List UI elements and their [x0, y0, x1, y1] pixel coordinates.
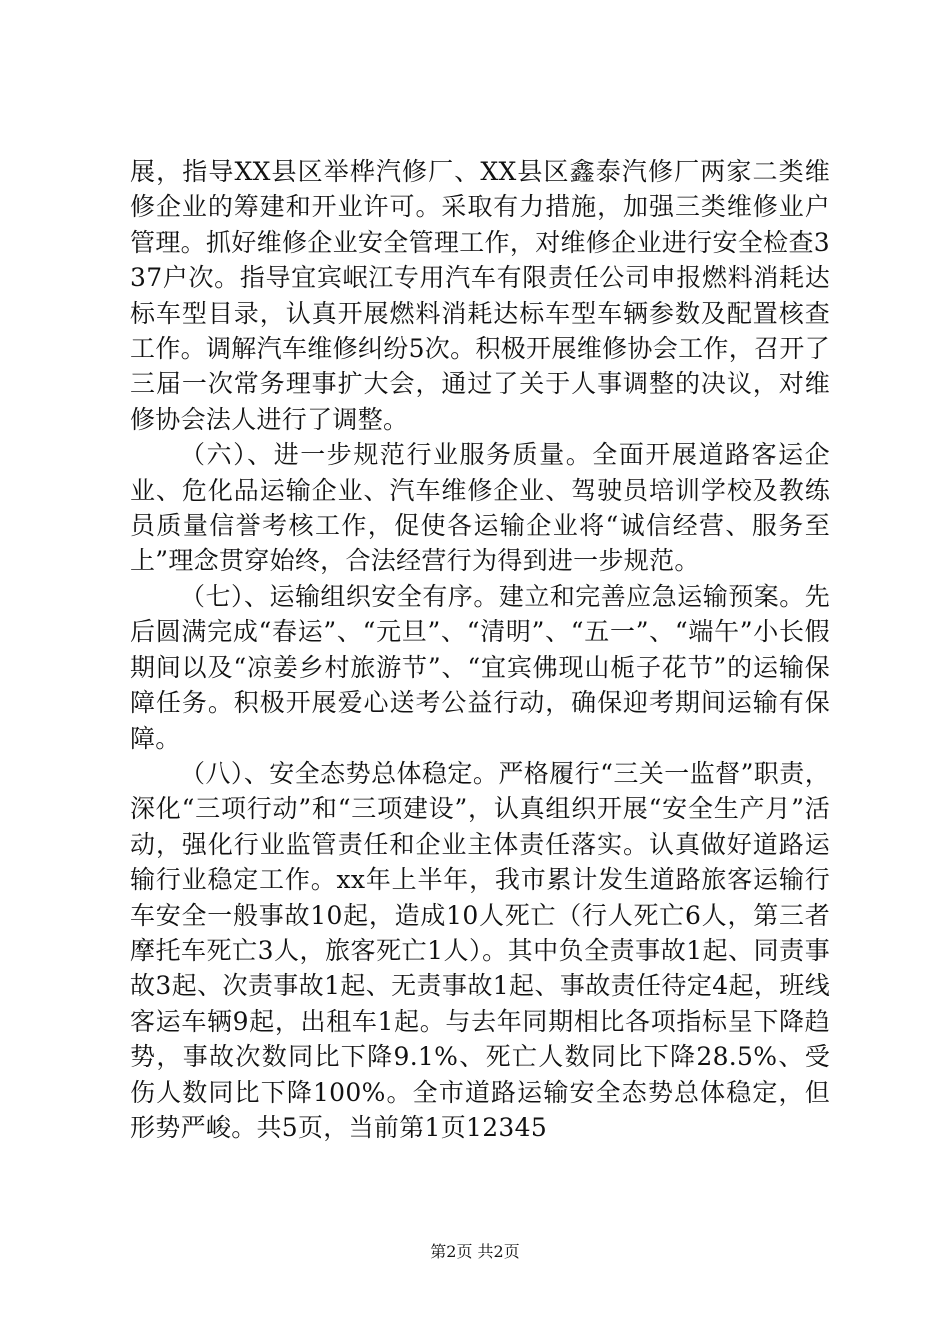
page-footer: 第2页 共2页 — [430, 1242, 520, 1261]
paragraph-safety-situation: （八）、安全态势总体稳定。严格履行“三关一监督”职责，深化“三项行动”和“三项建设”，认真组织开展“安全生产月”活动，强化行业监管责任和企业主体责任落实。认真做好道路运输行业稳定工作。xx年上半年，我市累计发生道路旅客运输行车安全一般事故10起，造成10人死亡（行人死亡6人，第三者摩托车死亡3人，旅客死亡1人）。其中负全责事故1起、同责事故3起、次责事故1起、无责事故1起、事故责任待定4起，班线客运车辆9起，出租车1起。与去年同期相比各项指标呈下降趋势，事故次数同比下降9.1%、死亡人数同比下降28.5%、受伤人数同比下降100%。全市道路运输安全态势总体稳定，但形势严峻。共5页，当前第1页12345 — [130, 758, 830, 1142]
paragraph-maintenance: 展，指导XX县区举桦汽修厂、XX县区鑫泰汽修厂两家二类维修企业的筹建和开业许可。采取有力措施，加强三类维修业户管理。抓好维修企业安全管理工作，对维修企业进行安全检查337户次。指导宜宾岷江专用汽车有限责任公司申报燃料消耗达标车型目录，认真开展燃料消耗达标车型车辆参数及配置核查工作。调解汽车维修纠纷5次。积极开展维修协会工作，召开了三届一次常务理事扩大会，通过了关于人事调整的决议，对维修协会法人进行了调整。 — [130, 157, 830, 434]
paragraph-service-quality: （六）、进一步规范行业服务质量。全面开展道路客运企业、危化品运输企业、汽车维修企业、驾驶员培训学校及教练员质量信誉考核工作，促使各运输企业将“诚信经营、服务至上”理念贯穿始终，合法经营行为得到进一步规范。 — [130, 440, 830, 576]
paragraph-transport-organization: （七）、运输组织安全有序。建立和完善应急运输预案。先后圆满完成“春运”、“元旦”、“清明”、“五一”、“端午”小长假期间以及“凉姜乡村旅游节”、“宜宾佛现山栀子花节”的运输保障任务。积极开展爱心送考公益行动，确保迎考期间运输有保障。 — [130, 581, 830, 753]
document-body — [130, 154, 830, 1145]
